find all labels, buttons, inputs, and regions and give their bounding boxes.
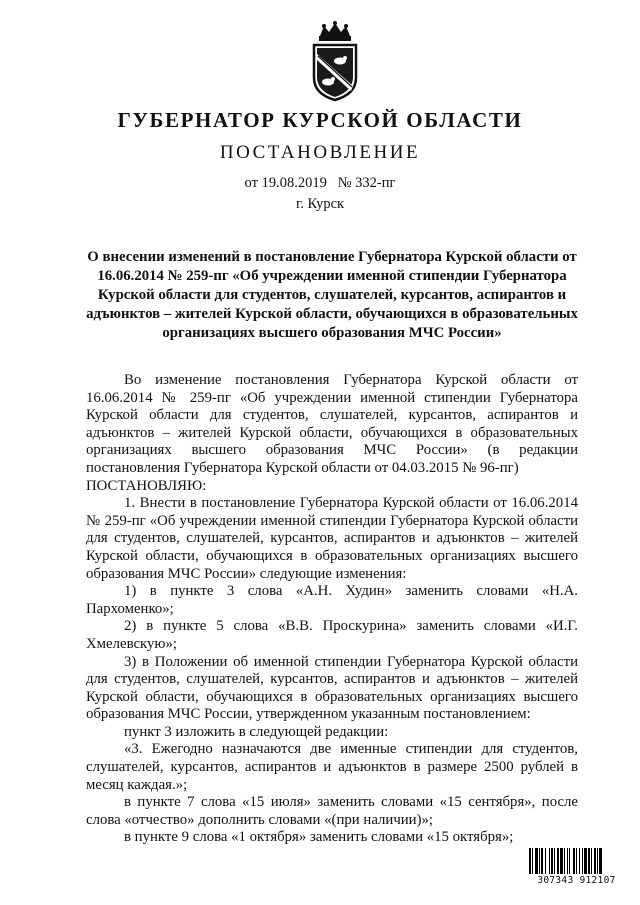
clause-1-3-point-3-text: «3. Ежегодно назначаются две именные стипендии для студентов, слушателей, курсантов, аспирантов и адъюнктов в размере 2500 рублей в месяц каждая.»; [86,741,578,793]
document-city: г. Курск [295,196,345,212]
intro-paragraph: Во изменение постановления Губернатора Курской области от 16.06.2014 № 259-пг «Об учреждении именной стипендии Губернатора Курской области для студентов, слушателей, курсантов, аспирантов и адъюнктов – жителей Курской области, обучающихся в образовательных организациях высшего образования МЧС России» (в редакции постановления Губернатора Курской области от 04.03.2015 № 96-пг) [86,372,578,476]
document-body [86,372,578,847]
document-date-number: от 19.08.2019 № 332-пг [244,175,396,191]
barcode-bars-icon [529,848,624,874]
kursk-coat-of-arms-icon [306,20,364,102]
clause-1-3-point-3: пункт 3 изложить в следующей редакции: [124,723,389,740]
decree-word: ПОСТАНОВЛЯЮ: [86,477,207,494]
clause-1-2: 2) в пункте 5 слова «В.В. Проскурина» заменить словами «И.Г. Хмелевскую»; [86,618,578,652]
clause-1-3-point-7: в пункте 7 слова «15 июля» заменить словами «15 сентября», после слова «отчество» дополнить словами «(при наличии)»; [86,794,578,828]
document-subject: О внесении изменений в постановление Губернатора Курской области от 16.06.2014 № 259-пг «Об учреждении именной стипендии Губернатора Курской области для студентов, слушателей, курсантов, аспирантов и адъюнктов – жителей Курской области, обучающихся в образовательных организациях высшего образования МЧС России» [86,249,578,341]
clause-1-3-point-9: в пункте 9 слова «1 октября» заменить словами «15 октября»; [124,829,514,846]
clause-1-3: 3) в Положении об именной стипендии Губернатора Курской области для студентов, слушателей, курсантов, аспирантов и адъюнктов – жителей Курской области, обучающихся в образовательных организациях высшего образования МЧС России, утвержденном указанным постановлением: [86,653,578,723]
document-type: ПОСТАНОВЛЕНИЕ [219,142,421,163]
barcode-number: 307343 912107 [537,875,616,886]
clause-1: 1. Внести в постановление Губернатора Курской области от 16.06.2014 № 259-пг «Об учреждении именной стипендии Губернатора Курской области для студентов, слушателей, курсантов, аспирантов и адъюнктов – жителей Курской области, обучающихся в образовательных организациях высшего образования МЧС России» следующие изменения: [86,495,578,582]
barcode [529,848,624,886]
authority-title: ГУБЕРНАТОР КУРСКОЙ ОБЛАСТИ [117,108,523,132]
clause-1-1: 1) в пункте 3 слова «А.Н. Худин» заменить словами «Н.А. Пархоменко»; [86,583,578,617]
